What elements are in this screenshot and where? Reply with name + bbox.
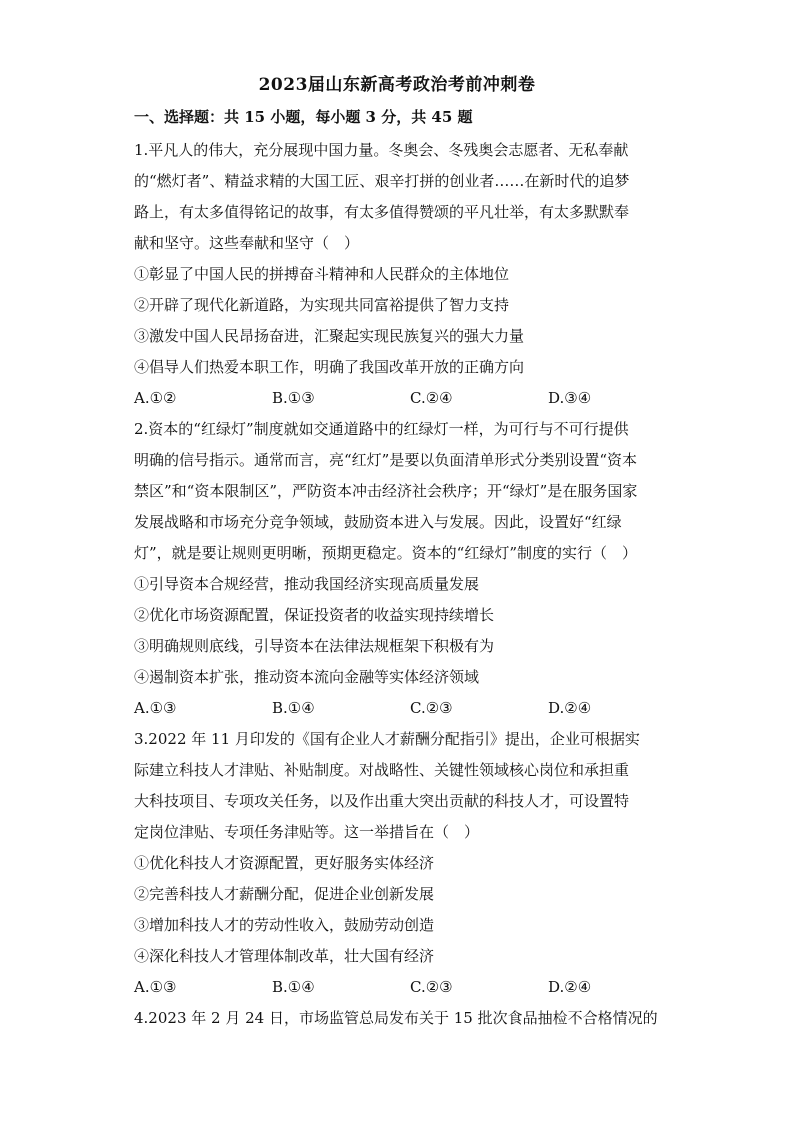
q2-option: ④遏制资本扩张，推动资本流向金融等实体经济领域: [134, 668, 480, 686]
q3-option: ②完善科技人才薪酬分配，促进企业创新发展: [134, 885, 435, 903]
q2-choice-b: B.①④: [272, 699, 315, 717]
q2-stem-line: 明确的信号指示。通常而言，亮“红灯”是要以负面清单形式分类别设置“资本: [134, 451, 638, 469]
q3-option: ①优化科技人才资源配置，更好服务实体经济: [134, 854, 435, 872]
q1-option: ①彰显了中国人民的拼搏奋斗精神和人民群众的主体地位: [134, 265, 510, 283]
q1-choice-b: B.①③: [272, 389, 315, 407]
q1-stem-line: 献和坚守。这些奉献和坚守（ ）: [134, 234, 360, 252]
q3-stem-line: 3.2022 年 11 月印发的《国有企业人才薪酬分配指引》提出，企业可根据实: [134, 730, 640, 748]
q1-stem-line: 路上，有太多值得铭记的故事，有太多值得赞颂的平凡壮举，有太多默默奉: [134, 203, 630, 221]
q1-choice-c: C.②④: [410, 389, 453, 407]
q2-choice-d: D.②④: [548, 699, 592, 717]
q2-choice-c: C.②③: [410, 699, 453, 717]
q1-option: ④倡导人们热爱本职工作，明确了我国改革开放的正确方向: [134, 358, 525, 376]
q2-option: ①引导资本合规经营，推动我国经济实现高质量发展: [134, 575, 480, 593]
q3-stem-line: 定岗位津贴、专项任务津贴等。这一举措旨在（ ）: [134, 823, 480, 841]
q3-choice-c: C.②③: [410, 978, 453, 996]
q1-choice-a: A.①②: [134, 389, 177, 407]
q3-choice-a: A.①③: [134, 978, 177, 996]
q1-stem-line: 的“燃灯者”、精益求精的大国工匠、艰辛打拼的创业者……在新时代的追梦: [134, 172, 630, 190]
q2-stem-line: 灯”，就是要让规则更明晰，预期更稳定。资本的“红绿灯”制度的实行（ ）: [134, 544, 638, 562]
q3-stem-line: 大科技项目、专项攻关任务，以及作出重大突出贡献的科技人才，可设置特: [134, 792, 630, 810]
q1-choice-d: D.③④: [548, 389, 592, 407]
q1-stem-line: 1.平凡人的伟大，充分展现中国力量。冬奥会、冬残奥会志愿者、无私奉献: [134, 141, 629, 159]
q2-choice-a: A.①③: [134, 699, 177, 717]
q2-stem-line: 2.资本的“红绿灯”制度就如交通道路中的红绿灯一样，为可行与不可行提供: [134, 420, 629, 438]
q3-option: ③增加科技人才的劳动性收入，鼓励劳动创造: [134, 916, 435, 934]
q4-stem-line: 4.2023 年 2 月 24 日，市场监管总局发布关于 15 批次食品抽检不合格情况的: [134, 1009, 658, 1027]
q3-choice-b: B.①④: [272, 978, 315, 996]
q1-option: ②开辟了现代化新道路，为实现共同富裕提供了智力支持: [134, 296, 510, 314]
q3-option: ④深化科技人才管理体制改革，壮大国有经济: [134, 947, 435, 965]
q2-option: ②优化市场资源配置，保证投资者的收益实现持续增长: [134, 606, 495, 624]
q3-choice-d: D.②④: [548, 978, 592, 996]
q2-stem-line: 禁区”和“资本限制区”，严防资本冲击经济社会秩序；开“绿灯”是在服务国家: [134, 482, 638, 500]
q3-stem-line: 际建立科技人才津贴、补贴制度。对战略性、关键性领域核心岗位和承担重: [134, 761, 630, 779]
q2-option: ③明确规则底线，引导资本在法律法规框架下积极有为: [134, 637, 495, 655]
page-title: 2023届山东新高考政治考前冲刺卷: [258, 75, 536, 95]
q1-option: ③激发中国人民昂扬奋进，汇聚起实现民族复兴的强大力量: [134, 327, 525, 345]
q2-stem-line: 发展战略和市场充分竞争领域，鼓励资本进入与发展。因此，设置好“红绿: [134, 513, 622, 531]
section-heading: 一、选择题：共 15 小题，每小题 3 分，共 45 题: [134, 108, 473, 126]
